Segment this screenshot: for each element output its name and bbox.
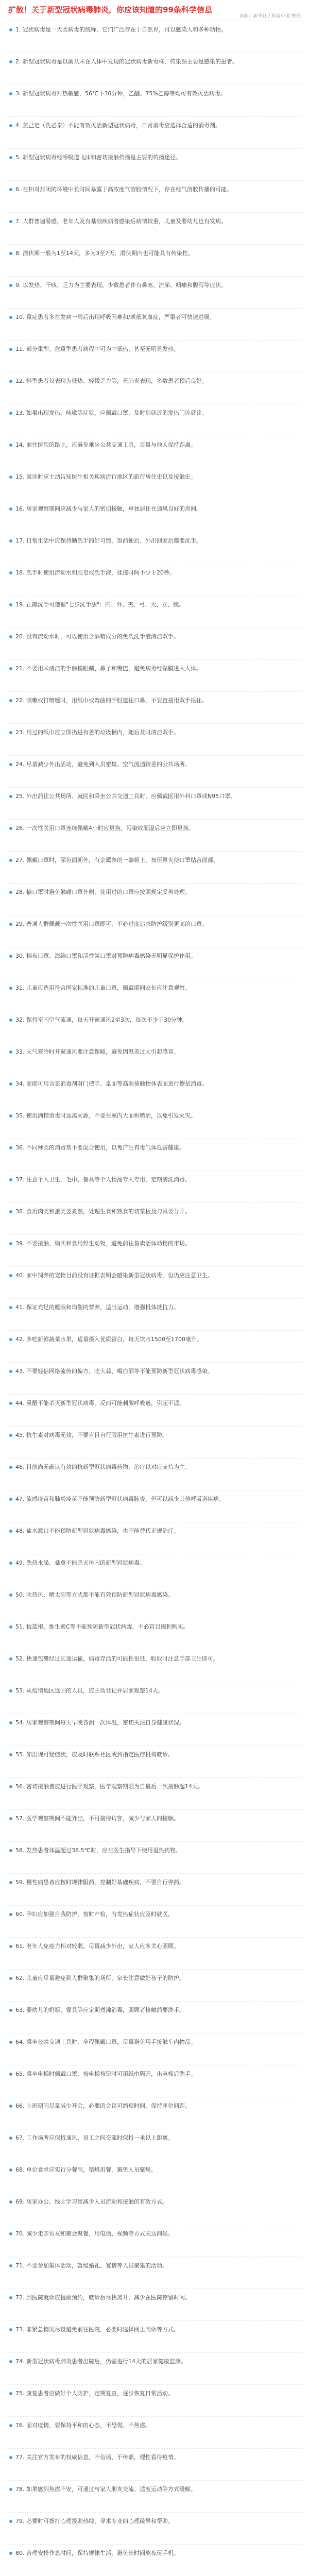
list-item xyxy=(9,532,302,564)
list-item xyxy=(9,213,302,245)
bullet-dot-icon xyxy=(9,444,12,447)
list-item-text: 2. 新型冠状病毒是以前从未在人体中发现的冠状病毒新毒株，传染源主要是感染的患者。 xyxy=(15,58,238,65)
bullet-dot-icon xyxy=(9,1594,12,1597)
list-item xyxy=(9,1906,302,1938)
bullet-dot-icon xyxy=(9,2009,12,2012)
list-item-text: 33. 天气寒冷时开窗通风要注意保暖，避免因温差过大引起感冒。 xyxy=(15,1048,179,1055)
list-item xyxy=(9,1331,302,1363)
list-item xyxy=(9,852,302,884)
bullet-dot-icon xyxy=(9,1977,12,1980)
list-item-text: 53. 从疫情地区返回的人员，应主动登记并居家观察14天。 xyxy=(15,1687,164,1694)
bullet-dot-icon xyxy=(9,699,12,702)
list-item-text: 26. 一次性医用口罩连续佩戴4小时应更换，污染或潮湿后应立即更换。 xyxy=(15,825,194,832)
list-item xyxy=(9,85,302,117)
list-item-text: 7. 人群普遍易感，老年人及有基础疾病者感染后病情较重，儿童及婴幼儿也有发病。 xyxy=(15,218,227,225)
bullet-dot-icon xyxy=(9,2328,12,2331)
list-item xyxy=(9,1107,302,1139)
bullet-dot-icon xyxy=(9,2488,12,2491)
bullet-dot-icon xyxy=(9,1881,12,1884)
list-item-text: 76. 面对疫情，要保持平和的心态，不恐慌、不焦虑。 xyxy=(15,2422,151,2429)
bullet-dot-icon xyxy=(9,28,12,31)
bullet-dot-icon xyxy=(9,2552,12,2555)
list-item xyxy=(9,916,302,947)
list-item xyxy=(9,1139,302,1171)
list-item-text: 67. 工作场所应保持通风，员工之间交流时保持一米以上距离。 xyxy=(15,2134,174,2141)
bullet-dot-icon xyxy=(9,1178,12,1181)
list-item xyxy=(9,2257,302,2289)
bullet-dot-icon xyxy=(9,1019,12,1022)
list-item xyxy=(9,628,302,660)
bullet-dot-icon xyxy=(9,1945,12,1948)
bullet-dot-icon xyxy=(9,476,12,479)
list-item xyxy=(9,1842,302,1874)
list-item-text: 45. 抗生素对病毒无效，不要盲目自行服用抗生素进行预防。 xyxy=(15,1432,168,1438)
bullet-dot-icon xyxy=(9,763,12,766)
bullet-dot-icon xyxy=(9,1274,12,1277)
bullet-dot-icon xyxy=(9,2520,12,2523)
list-item-text: 28. 摘口罩时避免触碰口罩外侧，使用过的口罩应按照规定妥善处理。 xyxy=(15,889,191,895)
list-item xyxy=(9,1490,302,1522)
list-item xyxy=(9,1746,302,1778)
list-item xyxy=(9,947,302,979)
bullet-dot-icon xyxy=(9,1498,12,1501)
list-item xyxy=(9,1075,302,1107)
list-item xyxy=(9,117,302,149)
list-item-text: 37. 注意个人卫生，毛巾、餐具等个人物品专人专用，定期清洗消毒。 xyxy=(15,1176,191,1183)
bullet-dot-icon xyxy=(9,284,12,287)
list-item-text: 62. 儿童应尽量避免到人群聚集的场所，家长注意做好孩子的防护。 xyxy=(15,1975,185,1981)
list-item xyxy=(9,2449,302,2481)
list-item-text: 75. 康复患者应做好个人防护，定期复查，逐步恢复日常活动。 xyxy=(15,2390,174,2397)
bullet-dot-icon xyxy=(9,1082,12,1086)
list-item-text: 43. 不要轻信网络流传的偏方，吃大蒜、喝白酒等不能预防新型冠状病毒感染。 xyxy=(15,1368,213,1375)
list-item-text: 13. 如果出现发热、咳嗽等症状，应佩戴口罩，及时到就近的发热门诊就诊。 xyxy=(15,410,208,416)
list-item xyxy=(9,1459,302,1490)
list-item xyxy=(9,724,302,756)
bullet-dot-icon xyxy=(9,507,12,511)
bullet-dot-icon xyxy=(9,923,12,926)
list-item xyxy=(9,1938,302,1970)
list-item xyxy=(9,596,302,628)
list-item xyxy=(9,1970,302,2002)
tips-list xyxy=(0,21,309,2576)
list-item xyxy=(9,404,302,436)
list-item xyxy=(9,1043,302,1075)
list-item-text: 56. 密切接触者应进行医学观察，医学观察期限为自最后一次接触起14天。 xyxy=(15,1783,203,1790)
bullet-dot-icon xyxy=(9,1849,12,1852)
bullet-dot-icon xyxy=(9,603,12,606)
list-item xyxy=(9,2289,302,2321)
list-item xyxy=(9,2225,302,2257)
list-item-text: 71. 不要参加集体活动，暂缓婚礼、宴请等人员聚集的活动。 xyxy=(15,2262,168,2269)
bullet-dot-icon xyxy=(9,667,12,670)
bullet-dot-icon xyxy=(9,1434,12,1437)
list-item-text: 78. 如果感到焦虑不安，可通过与家人朋友交流、适度运动等方式缓解。 xyxy=(15,2486,196,2493)
list-item-text: 14. 前往医院的路上，应避免乘坐公共交通工具，尽量与他人保持距离。 xyxy=(15,442,196,448)
bullet-dot-icon xyxy=(9,2105,12,2108)
list-item-text: 23. 用过的纸巾应立即扔进有盖的垃圾桶内，随后及时清洁双手。 xyxy=(15,729,179,736)
list-item xyxy=(9,468,302,500)
list-item-text: 19. 正确洗手可遵循"七步洗手法"：内、外、夹、弓、大、立、腕。 xyxy=(15,601,185,608)
list-item xyxy=(9,53,302,85)
bullet-dot-icon xyxy=(9,1625,12,1629)
bullet-dot-icon xyxy=(9,2424,12,2427)
bullet-dot-icon xyxy=(9,2360,12,2363)
list-item xyxy=(9,277,302,309)
list-item xyxy=(9,1235,302,1267)
list-item xyxy=(9,1810,302,1842)
bullet-dot-icon xyxy=(9,1114,12,1117)
list-item xyxy=(9,1203,302,1235)
list-item-text: 57. 医学观察期间不能外出，不可接待访客，减少与家人的接触。 xyxy=(15,1815,179,1822)
bullet-dot-icon xyxy=(9,1753,12,1756)
bullet-dot-icon xyxy=(9,2456,12,2459)
list-item-text: 46. 目前尚无确认有效的抗新型冠状病毒药物，治疗以对症支持为主。 xyxy=(15,1464,191,1470)
bullet-dot-icon xyxy=(9,124,12,127)
bullet-dot-icon xyxy=(9,92,12,95)
list-item xyxy=(9,884,302,916)
list-item-text: 64. 乘坐公共交通工具时，全程佩戴口罩，尽量避免用手接触车内物品。 xyxy=(15,2039,196,2045)
list-item-text: 44. 熏醋不能杀灭新型冠状病毒，反而可能刺激呼吸道，引起不适。 xyxy=(15,1400,185,1406)
list-item xyxy=(9,2097,302,2129)
bullet-dot-icon xyxy=(9,348,12,351)
list-item xyxy=(9,1874,302,1906)
list-item-text: 3. 新型冠状病毒对热敏感，56℃下30分钟，乙醚、75%乙醇等均可有效灭活病毒。 xyxy=(15,90,226,97)
bullet-dot-icon xyxy=(9,1370,12,1373)
list-item-text: 34. 家庭可用含氯消毒剂对门把手、桌面等高频接触物体表面进行擦拭消毒。 xyxy=(15,1080,208,1087)
bullet-dot-icon xyxy=(9,1913,12,1916)
list-item-text: 39. 不要接触、购买和食用野生动物，避免前往售卖活体动物的市场。 xyxy=(15,1240,191,1247)
bullet-dot-icon xyxy=(9,2232,12,2235)
list-item-text: 73. 非紧急情况尽量避免前往医院，必要时选择网上问诊等方式。 xyxy=(15,2326,179,2333)
list-item-text: 42. 多吃新鲜蔬菜水果，适量摄入优质蛋白，每天饮水1500至1700毫升。 xyxy=(15,1336,202,1343)
list-item xyxy=(9,2065,302,2097)
bullet-dot-icon xyxy=(9,635,12,638)
list-item xyxy=(9,2417,302,2449)
bullet-dot-icon xyxy=(9,1146,12,1149)
list-item-text: 65. 乘坐电梯时佩戴口罩，按电梯按钮时可用纸巾隔开，出电梯后洗手。 xyxy=(15,2071,196,2077)
bullet-dot-icon xyxy=(9,2264,12,2267)
list-item-text: 54. 居家观察期间每天早晚各测一次体温，密切关注自身健康状况。 xyxy=(15,1719,185,1726)
list-item-text: 31. 儿童应选用符合国家标准的儿童口罩，佩戴期间家长应注意观察。 xyxy=(15,985,191,991)
article-header xyxy=(0,0,309,21)
list-item-text: 61. 老年人免疫力相对较弱，尽量减少外出，家人应多关心照顾。 xyxy=(15,1943,179,1950)
bullet-dot-icon xyxy=(9,316,12,319)
list-item-text: 22. 咳嗽或打喷嚏时，用纸巾或弯曲的手肘遮住口鼻，不要直接用双手捂住。 xyxy=(15,697,208,704)
list-item-text: 5. 新型冠状病毒经呼吸道飞沫和密切接触传播是主要的传播途径。 xyxy=(15,154,181,161)
list-item xyxy=(9,564,302,596)
list-item xyxy=(9,436,302,468)
bullet-dot-icon xyxy=(9,955,12,958)
list-item-text: 11. 部分重型、危重型患者病程中可为中低热，甚至无明显发热。 xyxy=(15,346,179,352)
list-item xyxy=(9,1427,302,1459)
bullet-dot-icon xyxy=(9,2296,12,2299)
list-item-text: 25. 外出前往公共场所、就医和乘坐公共交通工具时，应佩戴医用外科口罩或N95口罩。 xyxy=(15,793,236,800)
list-item-text: 15. 就诊时应主动告知医生相关疾病流行地区的旅行居住史以及接触史。 xyxy=(15,473,196,480)
list-item-text: 4. 氯己定（洗必泰）不能有效灭活新型冠状病毒，日常消毒应选择合适的消毒剂。 xyxy=(15,122,221,129)
list-item xyxy=(9,1682,302,1714)
bullet-dot-icon xyxy=(9,859,12,862)
bullet-dot-icon xyxy=(9,2168,12,2172)
list-item-text: 55. 如出现可疑症状，应及时联系社区或到指定医疗机构就诊。 xyxy=(15,1751,174,1758)
list-item-text: 29. 普通人群佩戴一次性医用口罩即可，不必过度追求防护级别更高的口罩。 xyxy=(15,921,208,927)
bullet-dot-icon xyxy=(9,412,12,415)
list-item xyxy=(9,2161,302,2193)
bullet-dot-icon xyxy=(9,220,12,223)
list-item-text: 80. 合理安排作息时间，保持规律生活，避免长时间熬夜玩手机。 xyxy=(15,2550,179,2556)
list-item-text: 50. 吹热风、晒太阳等方式都不能有效预防新型冠状病毒感染。 xyxy=(15,1591,174,1598)
list-item xyxy=(9,181,302,213)
list-item xyxy=(9,660,302,692)
bullet-dot-icon xyxy=(9,2137,12,2140)
list-item xyxy=(9,2129,302,2161)
list-item-text: 17. 日常生活中应保持勤洗手的好习惯，饭前便后、外出回家后都要洗手。 xyxy=(15,537,202,544)
list-item xyxy=(9,1554,302,1586)
bullet-dot-icon xyxy=(9,795,12,798)
bullet-dot-icon xyxy=(9,1817,12,1820)
bullet-dot-icon xyxy=(9,188,12,191)
list-item xyxy=(9,2193,302,2225)
list-item-text: 12. 轻型患者仅表现为低热、轻微乏力等，无肺炎表现，多数患者预后良好。 xyxy=(15,378,208,384)
list-item xyxy=(9,2002,302,2033)
bullet-dot-icon xyxy=(9,1721,12,1724)
list-item-text: 21. 不要用未清洁的手触摸眼睛、鼻子和嘴巴，避免病毒经黏膜进入人体。 xyxy=(15,665,202,672)
list-item xyxy=(9,149,302,181)
bullet-dot-icon xyxy=(9,1338,12,1341)
list-item xyxy=(9,2481,302,2513)
bullet-dot-icon xyxy=(9,1689,12,1692)
list-item xyxy=(9,1395,302,1427)
list-item-text: 49. 洗热水澡、桑拿不能杀灭体内的新型冠状病毒。 xyxy=(15,1560,145,1566)
list-item-text: 24. 尽量减少外出活动，避免到人员密集、空气流通较差的公共场所。 xyxy=(15,761,191,768)
list-item xyxy=(9,979,302,1011)
list-item-text: 63. 婴幼儿的奶瓶、餐具等应定期煮沸消毒，照顾者接触前要洗手。 xyxy=(15,2007,185,2013)
bullet-dot-icon xyxy=(9,1242,12,1245)
list-item-text: 47. 流感疫苗和肺炎疫苗不能预防新型冠状病毒肺炎，但可以减少其他呼吸道疾病。 xyxy=(15,1496,225,1502)
list-item xyxy=(9,372,302,404)
list-item xyxy=(9,1618,302,1650)
list-item-text: 69. 居家办公、线上学习是减少人员流动和接触的有效方式。 xyxy=(15,2198,168,2205)
list-item xyxy=(9,1011,302,1043)
list-item-text: 10. 重症患者多在发病一周后出现呼吸困难和/或低氧血症，严重者可快速进展。 xyxy=(15,314,215,320)
list-item-text: 77. 关注官方发布的权威信息，不信谣、不传谣，理性看待疫情。 xyxy=(15,2454,179,2461)
list-item xyxy=(9,1171,302,1203)
bullet-dot-icon xyxy=(9,539,12,543)
list-item-text: 38. 食用肉类和蛋类要煮熟，处理生食和熟食的切菜板及刀具要分开。 xyxy=(15,1208,191,1215)
list-item xyxy=(9,1586,302,1618)
list-item xyxy=(9,21,302,53)
list-item-text: 30. 棉布口罩、海绵口罩和活性炭口罩对预防病毒感染无明显保护作用。 xyxy=(15,953,196,959)
list-item xyxy=(9,756,302,788)
bullet-dot-icon xyxy=(9,2200,12,2204)
list-item xyxy=(9,2545,302,2576)
list-item xyxy=(9,2321,302,2353)
bullet-dot-icon xyxy=(9,1466,12,1469)
list-item-text: 70. 减少走亲访友和聚会聚餐，用电话、视频等方式表达问候。 xyxy=(15,2230,174,2237)
article-title: 扩散！关于新型冠状病毒肺炎，你应该知道的99条科学信息 xyxy=(8,5,212,14)
list-item xyxy=(9,820,302,852)
list-item xyxy=(9,245,302,277)
list-item-text: 68. 单位食堂应实行分餐制，错峰用餐，避免人员聚集。 xyxy=(15,2166,157,2173)
list-item xyxy=(9,2513,302,2545)
list-item-text: 6. 在相对封闭的环境中长时间暴露于高浓度气溶胶情况下，存在经气溶胶传播的可能。 xyxy=(15,186,232,193)
bullet-dot-icon xyxy=(9,1562,12,1565)
bullet-dot-icon xyxy=(9,571,12,574)
list-item-text: 9. 以发热、干咳、乏力为主要表现，少数患者伴有鼻塞、流涕、咽痛和腹泻等症状。 xyxy=(15,282,227,289)
list-item-text: 74. 新型冠状病毒肺炎患者出院后，仍需进行14天的居家健康监测。 xyxy=(15,2358,186,2365)
bullet-dot-icon xyxy=(9,731,12,734)
list-item-text: 66. 上班期间尽量减少开会，必要的会议可缩短时间，保持座位间距。 xyxy=(15,2103,191,2109)
list-item-text: 18. 洗手时使用流动水和肥皂或洗手液，揉搓时间不少于20秒。 xyxy=(15,569,175,576)
bullet-dot-icon xyxy=(9,1657,12,1660)
bullet-dot-icon xyxy=(9,60,12,63)
list-item xyxy=(9,1522,302,1554)
bullet-dot-icon xyxy=(9,987,12,990)
bullet-dot-icon xyxy=(9,156,12,159)
list-item-text: 52. 快递包裹经过长途运输，病毒存活的可能性很低，收取时注意手部卫生即可。 xyxy=(15,1655,219,1662)
list-item xyxy=(9,2033,302,2065)
list-item-text: 59. 慢性病患者应按时规律服药，控制好基础疾病，不要自行停药。 xyxy=(15,1879,185,1886)
bullet-dot-icon xyxy=(9,2392,12,2395)
list-item-text: 36. 不同种类的消毒剂不要混合使用，以免产生有毒气体危害健康。 xyxy=(15,1144,185,1151)
list-item xyxy=(9,1267,302,1299)
bullet-dot-icon xyxy=(9,2073,12,2076)
list-item-text: 16. 居家观察期间应减少与家人的密切接触，单独居住在通风良好的房间。 xyxy=(15,505,202,512)
list-item-text: 79. 必要时可拨打心理援助热线，寻求专业的心理疏导和帮助。 xyxy=(15,2518,174,2524)
list-item-text: 60. 孕妇应加强自我防护，按时产检，有发热症状应及时就医。 xyxy=(15,1911,174,1918)
list-item-text: 72. 到医院就诊应提前预约，就诊后尽快离开，减少在医院停留时间。 xyxy=(15,2294,191,2301)
list-item xyxy=(9,2385,302,2417)
bullet-dot-icon xyxy=(9,380,12,383)
bullet-dot-icon xyxy=(9,1530,12,1533)
list-item xyxy=(9,1650,302,1682)
list-item-text: 20. 没有流动水时，可以使用含酒精成分的免洗洗手液清洁双手。 xyxy=(15,633,179,640)
bullet-dot-icon xyxy=(9,252,12,255)
bullet-dot-icon xyxy=(9,1402,12,1405)
bullet-dot-icon xyxy=(9,827,12,830)
bullet-dot-icon xyxy=(9,1306,12,1309)
list-item-text: 58. 发热患者体温超过38.5℃时，应在医生指导下使用退热药物。 xyxy=(15,1847,181,1854)
list-item xyxy=(9,1714,302,1746)
list-item xyxy=(9,692,302,724)
bullet-dot-icon xyxy=(9,1785,12,1788)
list-item xyxy=(9,500,302,532)
list-item-text: 8. 潜伏期一般为1至14天，多为3至7天，潜伏期内也可能具有传染性。 xyxy=(15,250,194,257)
list-item-text: 40. 家中饲养的宠物目前没有证据表明会感染新型冠状病毒，但仍应注意卫生。 xyxy=(15,1272,213,1279)
list-item-text: 48. 盐水漱口不能预防新型冠状病毒感染，也不能替代正规治疗。 xyxy=(15,1528,179,1534)
list-item xyxy=(9,1363,302,1395)
list-item-text: 27. 佩戴口罩时，深色面朝外，有金属条的一端朝上，按压鼻夹使口罩贴合面部。 xyxy=(15,857,219,863)
list-item xyxy=(9,309,302,341)
bullet-dot-icon xyxy=(9,891,12,894)
list-item-text: 41. 保证充足的睡眠和均衡的营养，适当运动，增强机体抵抗力。 xyxy=(15,1304,179,1311)
list-item xyxy=(9,1299,302,1331)
list-item-text: 35. 使用酒精消毒时远离火源，不要在室内大面积喷洒，以免引发火灾。 xyxy=(15,1112,196,1119)
bullet-dot-icon xyxy=(9,1050,12,1054)
list-item-text: 1. 冠状病毒是一大类病毒的统称，它们广泛存在于自然界，可以感染人和多种动物。 xyxy=(15,26,227,33)
list-item xyxy=(9,341,302,372)
source-line: 来源：新华社 / 科普中国 整理 xyxy=(239,14,301,19)
list-item xyxy=(9,2353,302,2385)
bullet-dot-icon xyxy=(9,2041,12,2044)
bullet-dot-icon xyxy=(9,1210,12,1213)
list-item xyxy=(9,788,302,820)
list-item-text: 32. 保持室内空气流通，每天开窗通风2至3次，每次不少于30分钟。 xyxy=(15,1016,188,1023)
list-item xyxy=(9,1778,302,1810)
list-item-text: 51. 板蓝根、维生素C等不能预防新型冠状病毒，不必盲目囤积购买。 xyxy=(15,1623,189,1630)
